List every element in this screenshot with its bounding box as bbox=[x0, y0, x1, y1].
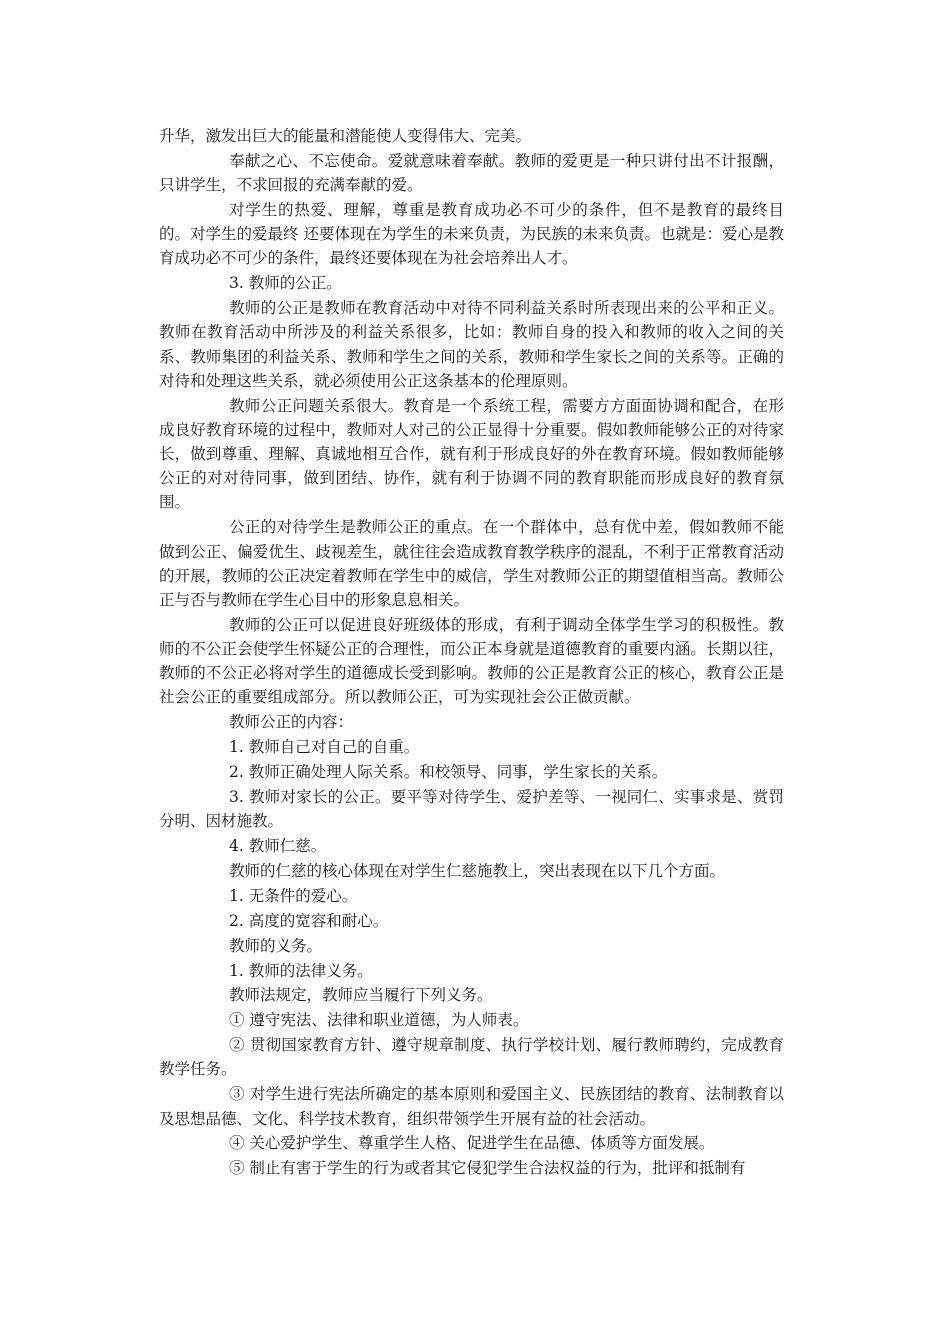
paragraph-6: 教师公正问题关系很大。教育是一个系统工程，需要方方面面协调和配合，在形成良好教育环境的过程中，教师对人对己的公正显得十分重要。假如教师能够公正的对待家长，做到尊重、理解、真诚地相互合作，就有利于形成良好的外在教育环境。假如教师能够公正的对对待同事，做到团结、协作，就有利于协调不同的教育职能而形成良好的教育氛围。 bbox=[159, 396, 784, 512]
list-item: 2. 高度的宽容和耐心。 bbox=[229, 911, 389, 930]
list-item: ② 贯彻国家教育方针、遵守规章制度、执行学校计划、履行教师聘约，完成教育教学任务。 bbox=[159, 1036, 784, 1079]
section-heading-duty: 教师的义务。 bbox=[229, 936, 323, 955]
list-heading-justice-content: 教师公正的内容： bbox=[229, 713, 354, 732]
paragraph-5: 教师的公正是教师在教育活动中对待不同利益关系时所表现出来的公平和正义。教师在教育活动中所涉及的利益关系很多，比如：教师自身的投入和教师的收入之间的关系、教师集团的利益关系、教师和学生之间的关系，教师和学生家长之间的关系等。正确的对待和处理这些关系，就必须使用公正这条基本的伦理原则。 bbox=[159, 299, 784, 390]
paragraph-8: 教师的公正可以促进良好班级体的形成，有利于调动全体学生学习的积极性。教师的不公正会使学生怀疑公正的合理性，而公正本身就是道德教育的重要内涵。长期以往，教师的不公正必将对学生的道德成长受到影响。教师的公正是教育公正的核心，教育公正是社会公正的重要组成部分。所以教师公正，可为实现社会公正做贡献。 bbox=[159, 615, 784, 707]
paragraph-7: 公正的对待学生是教师公正的重点。在一个群体中，总有优中差，假如教师不能做到公正、偏爱优生、歧视差生，就往往会造成教育教学秩序的混乱，不利于正常教育活动的开展，教师的公正决定着教师在学生中的威信，学生对教师公正的期望值相当高。教师公正与否与教师在学生心目中的形象息息相关。 bbox=[159, 518, 784, 609]
document-body bbox=[159, 124, 784, 1181]
subsection-heading-legal-duty: 1. 教师的法律义务。 bbox=[229, 961, 373, 980]
paragraph-2: 奉献之心、不忘使命。爱就意味着奉献。教师的爱更是一种只讲付出不计报酬，只讲学生，不求回报的充满奉献的爱。 bbox=[159, 151, 784, 195]
list-item: 1. 教师自己对自己的自重。 bbox=[229, 738, 420, 757]
list-item: 3. 教师对家长的公正。要平等对待学生、爱护差等、一视同仁、实事求是、赏罚分明、因材施教。 bbox=[159, 788, 784, 831]
paragraph-1: 升华，激发出巨大的能量和潜能使人变得伟大、完美。 bbox=[159, 127, 532, 145]
list-item: ① 遵守宪法、法律和职业道德，为人师表。 bbox=[229, 1011, 529, 1030]
list-item: 1. 无条件的爱心。 bbox=[229, 886, 358, 905]
section-heading-justice: 3. 教师的公正。 bbox=[229, 274, 342, 293]
paragraph-19: 教师法规定，教师应当履行下列义务。 bbox=[229, 986, 493, 1005]
list-item: ④ 关心爱护学生、尊重学生人格、促进学生在品德、体质等方面发展。 bbox=[229, 1134, 715, 1153]
list-item: 2. 教师正确处理人际关系。和校领导、同事，学生家长的关系。 bbox=[229, 763, 668, 782]
paragraph-3: 对学生的热爱、理解，尊重是教育成功必不可少的条件，但不是教育的最终目的。对学生的爱最终 还要体现在为学生的未来负责，为民族的未来负责。也就是：爱心是教育成功必不可少的条件，最终还要体现在为社会培养出人才。 bbox=[159, 200, 784, 268]
paragraph-14: 教师的仁慈的核心体现在对学生仁慈施教上，突出表现在以下几个方面。 bbox=[229, 862, 726, 881]
list-item: ⑤ 制止有害于学生的行为或者其它侵犯学生合法权益的行为，批评和抵制有 bbox=[229, 1159, 746, 1178]
section-heading-benevolence: 4. 教师仁慈。 bbox=[229, 837, 327, 856]
list-item: ③ 对学生进行宪法所确定的基本原则和爱国主义、民族团结的教育、法制教育以及思想品德、文化、科学技术教育，组织带领学生开展有益的社会活动。 bbox=[159, 1085, 784, 1128]
